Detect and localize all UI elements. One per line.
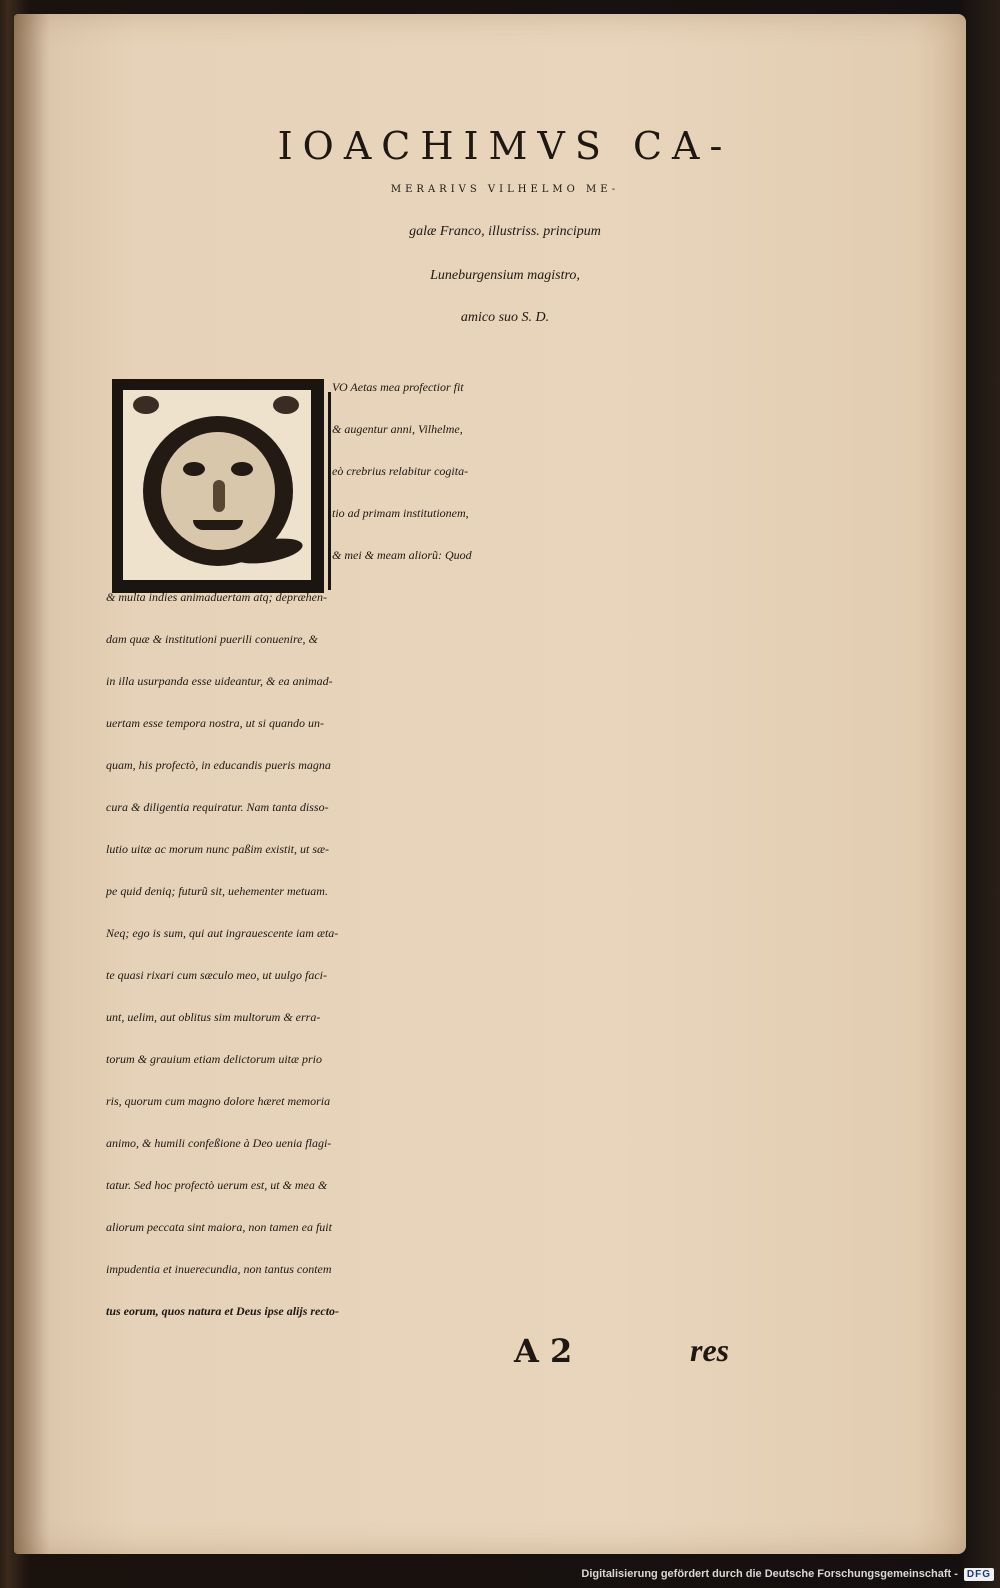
book-page (14, 14, 966, 1554)
body-line-6: & multa indies animaduertam atq; depræhen- (106, 590, 327, 604)
catchword: res (690, 1332, 730, 1368)
body-line-21: aliorum peccata sint maiora, non tamen ea fuit (106, 1220, 332, 1234)
body-line-16: unt, uelim, aut oblitus sim multorum & erra- (106, 1010, 321, 1024)
body-line-11: cura & diligentia requiratur. Nam tanta disso- (106, 800, 329, 814)
body-line-17: torum & grauium etiam delictorum uitæ prio (106, 1052, 322, 1066)
body-line-13: pe quid deniq; futurũ sit, uehementer metuam. (106, 884, 328, 898)
body-line-12: lutio uitæ ac morum nunc paßim existit, ut sæ- (106, 842, 329, 856)
digitization-footer (581, 1564, 994, 1584)
body-line-18: ris, quorum cum magno dolore hæret memoria (106, 1094, 331, 1108)
body-line-23: tus eorum, quos natura et Deus ipse alijs recto- (106, 1304, 340, 1318)
heading-line-3: galæ Franco, illustriss. principum (409, 224, 601, 239)
body-line-1: VO Aetas mea profectior fit (332, 380, 464, 394)
ornament-right (273, 396, 299, 414)
body-line-22: impudentia et inuerecundia, non tantus contem (106, 1262, 332, 1276)
initial-face (161, 432, 275, 550)
initial-woodcut (123, 390, 311, 580)
body-line-4: tio ad primam institutionem, (332, 506, 469, 520)
body-line-20: tatur. Sed hoc profectò uerum est, ut & mea & (106, 1178, 328, 1192)
body-line-9: uertam esse tempora nostra, ut si quando un- (106, 716, 324, 730)
heading-line-1: IOACHIMVS CA- (277, 124, 733, 168)
footer-credit: Digitalisierung gefördert durch die Deutsche Forschungsgemeinschaft - (581, 1568, 958, 1580)
page-gutter (14, 14, 50, 1554)
face-eye-right (231, 462, 253, 476)
body-line-15: te quasi rixari cum sæculo meo, ut uulgo faci- (106, 968, 327, 982)
body-line-14: Neq; ego is sum, qui aut ingrauescente iam æta- (106, 926, 339, 940)
heading-line-5: amico suo S. D. (460, 310, 550, 325)
heading-line-2: MERARIVS VILHELMO ME- (390, 184, 620, 195)
decorated-initial (112, 379, 324, 593)
body-line-19: animo, & humili confeßione à Deo uenia flagi- (106, 1136, 332, 1150)
body-line-2: & augentur anni, Vilhelme, (332, 422, 463, 436)
face-nose (213, 480, 225, 512)
heading-line-4: Luneburgensium magistro, (430, 268, 580, 283)
dfg-logo-icon: DFG (964, 1568, 994, 1581)
body-line-7: dam quæ & institutioni puerili conuenire, & (106, 632, 318, 646)
ornament-left (133, 396, 159, 414)
signature-mark: A 2 (514, 1332, 573, 1370)
face-eye-left (183, 462, 205, 476)
body-line-5: & mei & meam aliorũ: Quod (332, 548, 472, 562)
initial-divider (328, 392, 331, 590)
body-line-10: quam, his profectò, in educandis pueris magna (106, 758, 331, 772)
face-mouth (193, 520, 243, 530)
body-line-8: in illa usurpanda esse uideantur, & ea animad- (106, 674, 333, 688)
body-line-3: eò crebrius relabitur cogita- (332, 464, 469, 478)
